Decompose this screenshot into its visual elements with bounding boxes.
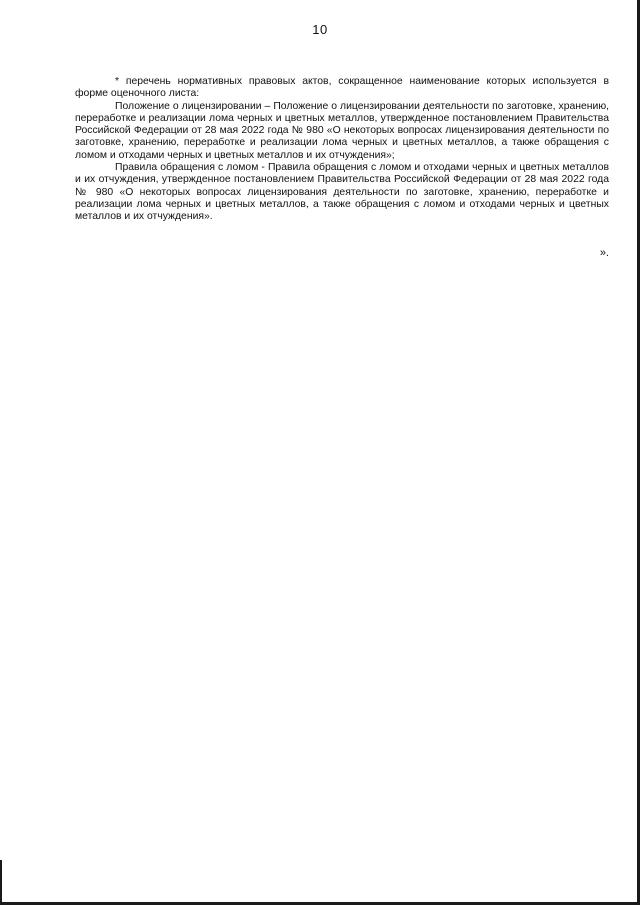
scan-border-left — [0, 860, 2, 905]
paragraph-scrap-handling-rules: Правила обращения с ломом - Правила обращения с ломом и отходами черных и цветных металлов и их отчуждения, утвержденное постановлением Правительства Российской Федерации от 28 мая 2022 года № 980 «О некоторых вопросах лицензирования деятельности по заготовке, хранению, переработке и реализации лома черных и цветных металлов, а также обращения с ломом и отходами черных и цветных металлов и их отчуждения». — [75, 162, 609, 223]
closing-quote-mark: ». — [599, 247, 609, 259]
document-body — [75, 76, 609, 224]
page-number: 10 — [312, 22, 328, 37]
paragraph-licensing-regulation: Положение о лицензировании – Положение о лицензировании деятельности по заготовке, хранению, переработке и реализации лома черных и цветных металлов, утвержденное постановлением Правительства Российской Федерации от 28 мая 2022 года № 980 «О некоторых вопросах лицензирования деятельности по заготовке, хранению, переработке и реализации лома черных и цветных металлов, а также обращения с ломом и отходами черных и цветных металлов и их отчуждения»; — [75, 100, 609, 161]
paragraph-footnote: * перечень нормативных правовых актов, сокращенное наименование которых используется в форме оценочного листа: — [75, 76, 609, 100]
